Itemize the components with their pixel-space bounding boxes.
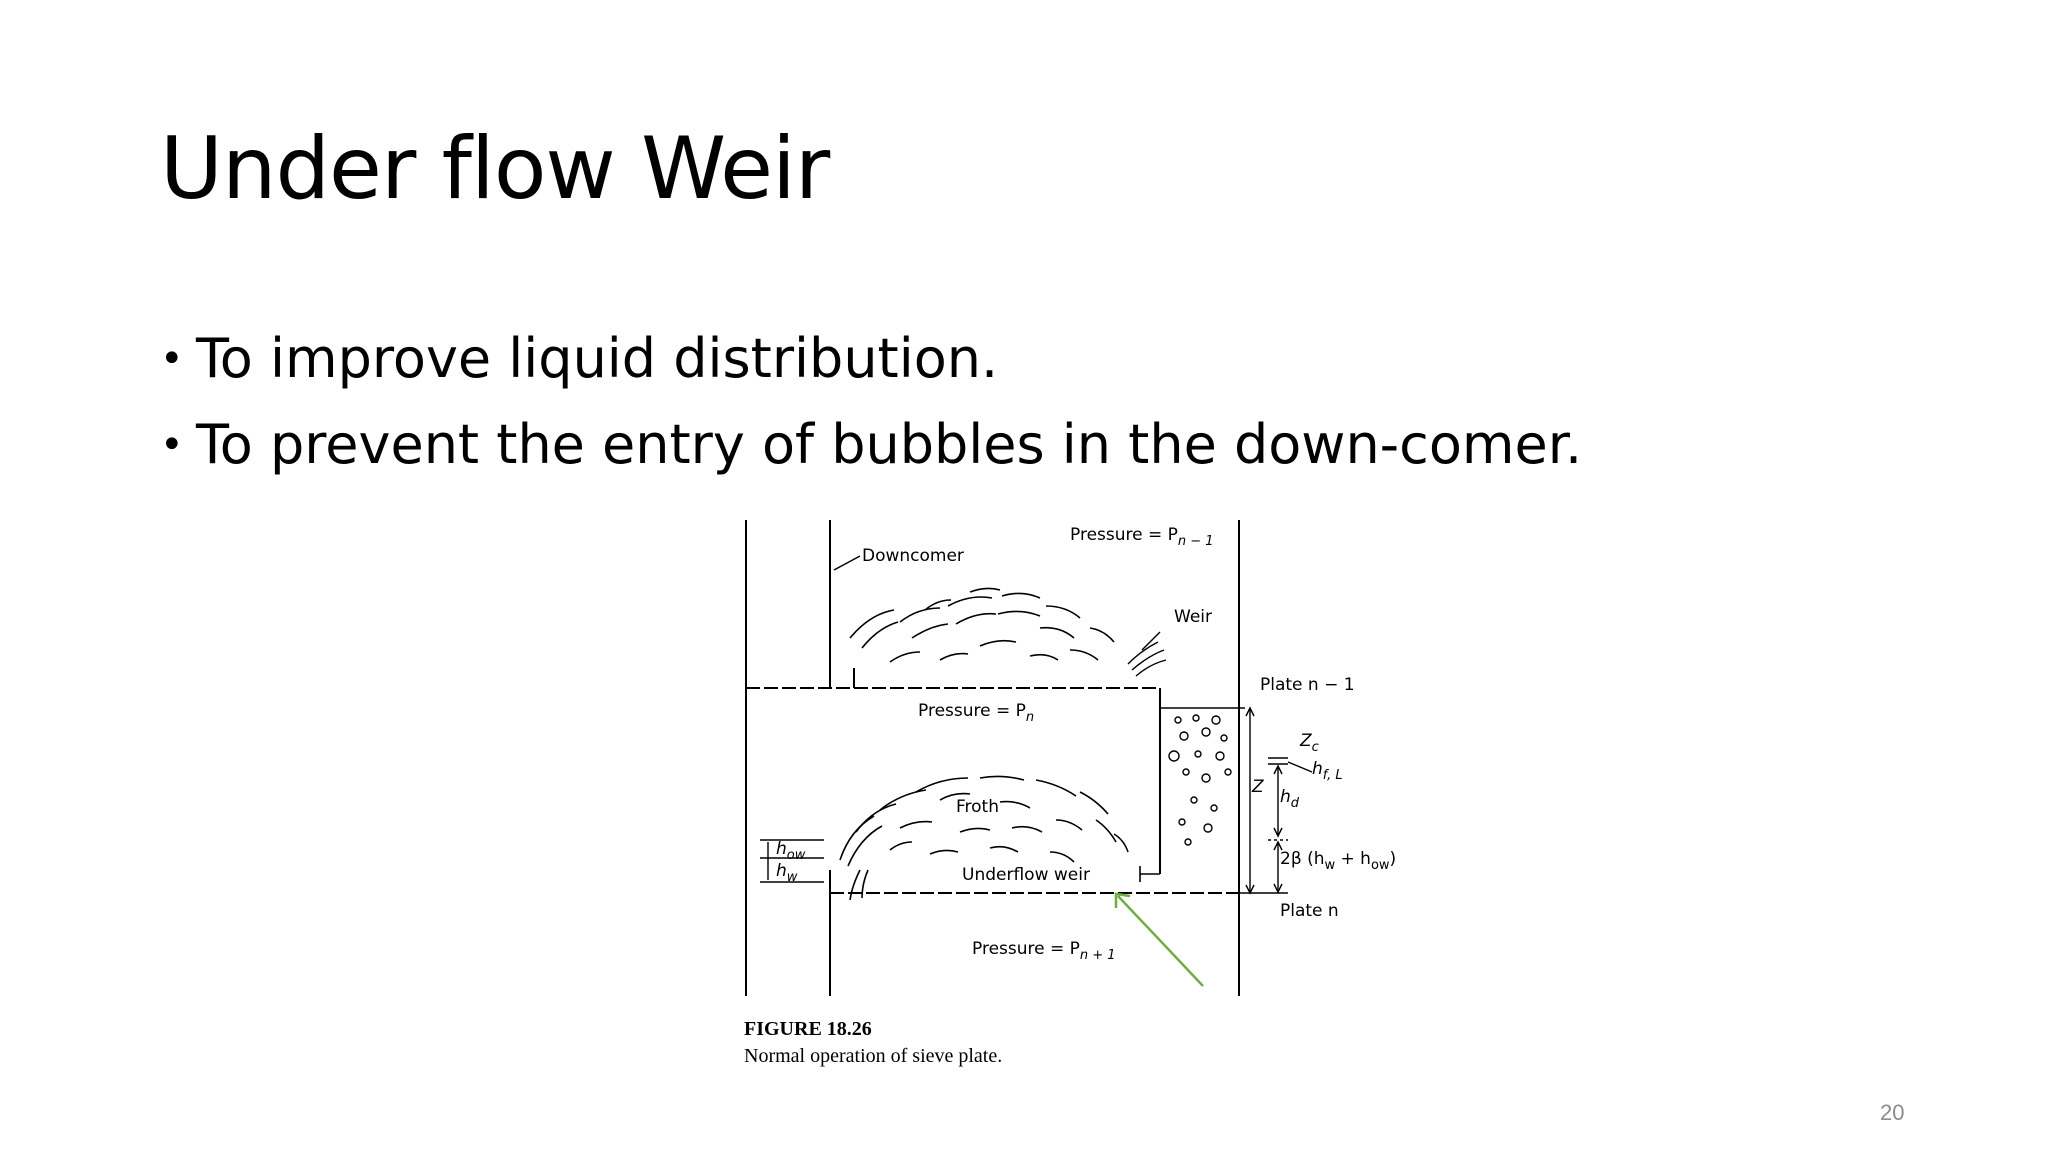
bullet-item — [160, 402, 1582, 488]
weir-hatch — [1128, 632, 1166, 676]
downcomer-bubbles — [1169, 715, 1231, 845]
bullet-item — [160, 316, 1582, 402]
pressure-top-label: Pressure = $P_{n - 1}$ — [1070, 525, 1214, 549]
zc-label: $Z_c$ — [1300, 731, 1319, 755]
plate-top-label: Plate n − 1 — [1260, 675, 1355, 695]
bullet-dot-icon: • — [160, 336, 184, 382]
pressure-mid-label: Pressure = $P_n$ — [918, 701, 1035, 725]
bullet-list — [160, 316, 1582, 488]
hd-label: $h_d$ — [1280, 787, 1300, 811]
hfl-label: $h_{f, L}$ — [1312, 759, 1343, 783]
pointer-arrow — [1116, 894, 1203, 986]
bullet-dot-icon: • — [160, 422, 184, 468]
pressure-bottom-label: Pressure = $P_{n + 1}$ — [972, 939, 1116, 963]
two-beta-label: 2β $(h_w + h_{ow})$ — [1280, 849, 1397, 873]
page-number: 20 — [1880, 1100, 1905, 1125]
z-label: Z — [1252, 777, 1264, 797]
bullet-text: To prevent the entry of bubbles in the down-comer. — [196, 413, 1583, 476]
weir-label: Weir — [1174, 607, 1212, 627]
downcomer-label: Downcomer — [862, 546, 964, 566]
slide-title: Under flow Weir — [160, 119, 830, 219]
sieve-plate-figure — [740, 510, 1420, 1080]
sieve-plate-diagram — [740, 510, 1420, 1080]
bullet-text: To improve liquid distribution. — [196, 327, 999, 390]
hw-label: $h_w$ — [776, 861, 798, 885]
froth-label: Froth — [956, 797, 999, 817]
froth-upper — [850, 588, 1114, 662]
plate-bottom-label: Plate n — [1280, 901, 1339, 921]
how-label: $h_{ow}$ — [776, 839, 806, 863]
figure-caption-text: Normal operation of sieve plate. — [744, 1045, 1003, 1067]
figure-caption-title: FIGURE 18.26 — [744, 1018, 872, 1040]
underflow-weir-label: Underflow weir — [962, 865, 1090, 885]
